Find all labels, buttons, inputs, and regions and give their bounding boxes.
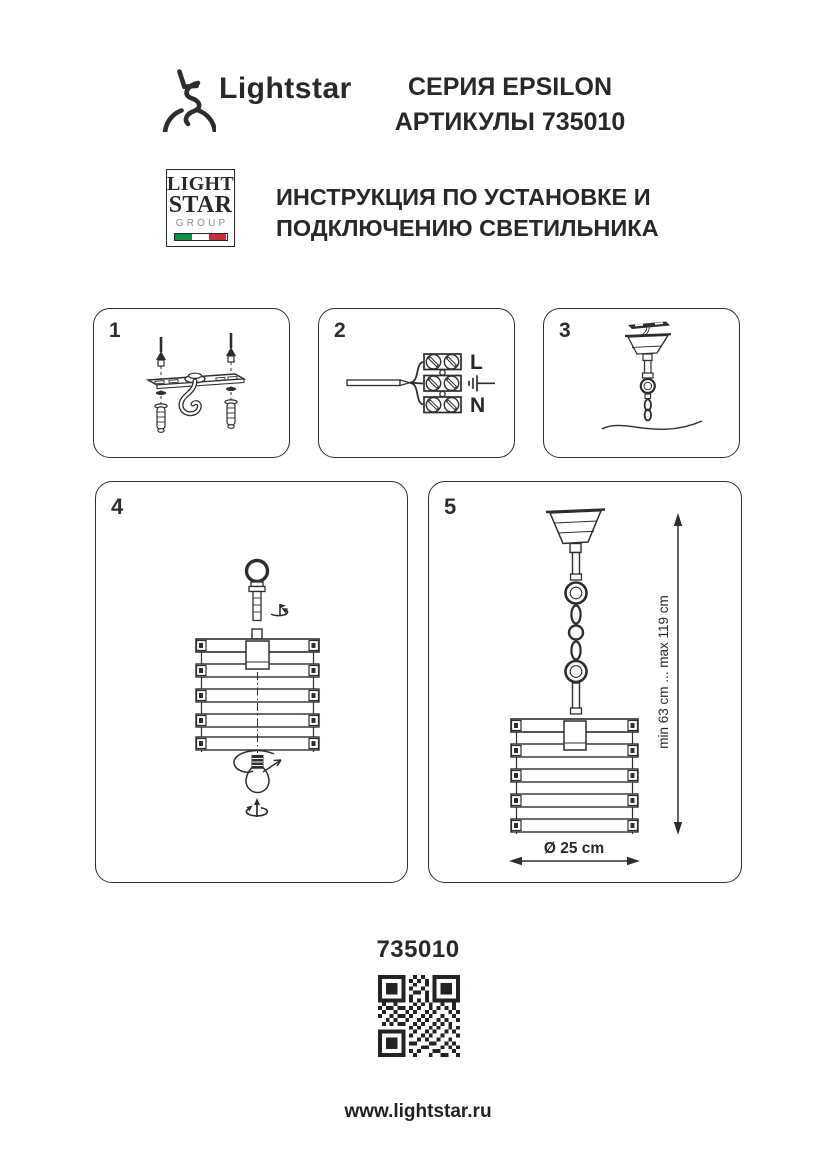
- step-2-illustration: [319, 309, 516, 459]
- dimension-arrow-horizontal: [509, 840, 640, 865]
- screw-left: [156, 337, 166, 366]
- suspension-rod-upper: [571, 553, 582, 581]
- step-1-illustration: [94, 309, 291, 459]
- step-1-box: [93, 308, 290, 458]
- footer-article-number: 735010: [376, 936, 460, 963]
- step-3-illustration: [544, 309, 741, 459]
- eye-bolt: [247, 561, 268, 621]
- step-3-box: [543, 308, 740, 458]
- articles-title: АРТИКУЛЫ 735010: [394, 108, 626, 136]
- instruction-line1: ИНСТРУКЦИЯ ПО УСТАНОВКЕ И: [276, 184, 651, 210]
- canopy: [625, 334, 671, 360]
- rotate-arrow-icon-bottom: [246, 798, 267, 817]
- suspension-rod-lower: [571, 683, 582, 714]
- washer-right: [226, 387, 236, 391]
- wall-anchor-right: [225, 400, 237, 428]
- ceiling-hook: [181, 373, 205, 414]
- step-4-illustration: [96, 482, 409, 884]
- lightstar-bulb-logo: [156, 54, 216, 132]
- instruction-line2: ПОДКЛЮЧЕНИЮ СВЕТИЛЬНИКА: [276, 214, 659, 241]
- brand-wordmark: Lightstar: [219, 72, 352, 105]
- italian-flag-stripe: [174, 233, 228, 241]
- instruction-heading: [276, 182, 659, 243]
- suspension-rod: [643, 361, 654, 379]
- lightstar-group-logo: [166, 169, 235, 247]
- light-bulb: [246, 755, 269, 793]
- step-2-number: 2: [334, 319, 346, 342]
- step-3-number: 3: [559, 319, 571, 342]
- lamp-socket: [564, 721, 586, 750]
- website-link[interactable]: www.lightstar.ru: [344, 1101, 492, 1122]
- step-4-box: [95, 481, 408, 883]
- step-5-illustration: [429, 482, 743, 884]
- step-2-box: [318, 308, 515, 458]
- dimension-arrow-vertical: [656, 513, 682, 835]
- cord-wave: [602, 421, 702, 429]
- chain: [566, 583, 587, 683]
- group-logo-star: STAR: [168, 192, 233, 218]
- step-1-number: 1: [109, 319, 121, 342]
- label-neutral: N: [470, 394, 486, 417]
- height-range-label: min 63 cm ... max 119 cm: [656, 595, 671, 749]
- group-logo-light: LIGHT: [166, 173, 235, 195]
- step-5-number: 5: [444, 494, 457, 519]
- lamp-socket: [246, 641, 269, 669]
- step-4-number: 4: [111, 494, 124, 519]
- lampshade: [511, 719, 638, 834]
- chain: [641, 379, 655, 421]
- screw-right: [226, 333, 236, 362]
- wall-anchor-left: [155, 404, 167, 432]
- qr-code: [378, 975, 460, 1057]
- series-block: [390, 70, 630, 140]
- terminal-block: [424, 354, 461, 413]
- washer-left: [156, 391, 166, 395]
- canopy: [546, 510, 605, 553]
- diameter-label: Ø 25 cm: [543, 840, 605, 857]
- rotate-arrow-icon: [271, 604, 288, 616]
- step-5-box: [428, 481, 742, 883]
- group-logo-group: GROUP: [175, 218, 229, 229]
- series-title: СЕРИЯ EPSILON: [407, 73, 613, 101]
- threaded-nipple: [252, 629, 262, 639]
- mains-cable: [347, 362, 423, 405]
- label-live: L: [470, 351, 483, 374]
- ground-symbol: [469, 375, 495, 391]
